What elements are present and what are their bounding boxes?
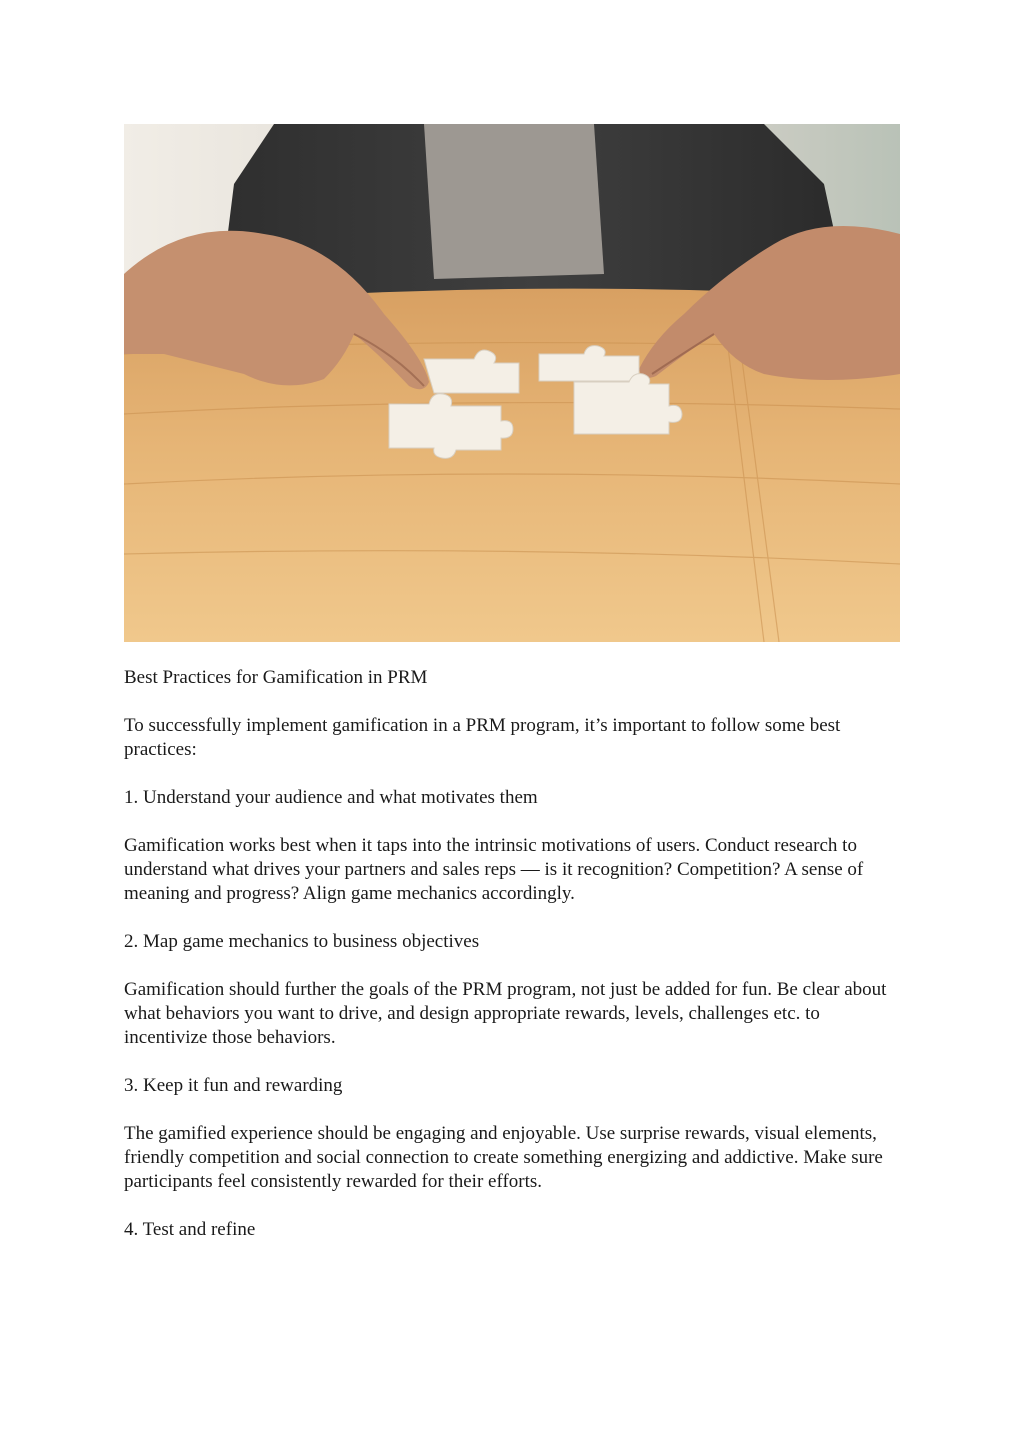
section-heading: 4. Test and refine	[124, 1219, 256, 1240]
section-heading: 3. Keep it fun and rewarding	[124, 1075, 343, 1096]
puzzle-photo-illustration	[124, 124, 900, 642]
puzzle-hands-photo	[124, 124, 900, 642]
section-heading: 1. Understand your audience and what motivates them	[124, 787, 538, 808]
section-body: Gamification should further the goals of the PRM program, not just be added for fun. Be clear about what behaviors you want to drive, and design appropriate rewards, levels, challenges etc. to incentivize those behaviors.	[124, 979, 887, 1048]
section-heading: 2. Map game mechanics to business objectives	[124, 931, 480, 952]
article-body	[124, 666, 904, 1266]
section-body: The gamified experience should be engaging and enjoyable. Use surprise rewards, visual elements, friendly competition and social connection to create something energizing and addictive. Make sure participants feel consistently rewarded for their efforts.	[124, 1123, 883, 1192]
article-title: Best Practices for Gamification in PRM	[124, 667, 428, 688]
article-intro: To successfully implement gamification in a PRM program, it’s important to follow some best practices:	[124, 715, 841, 760]
section-body: Gamification works best when it taps into the intrinsic motivations of users. Conduct research to understand what drives your partners and sales reps — is it recognition? Competition? A sense of meaning and progress? Align game mechanics accordingly.	[124, 835, 864, 904]
